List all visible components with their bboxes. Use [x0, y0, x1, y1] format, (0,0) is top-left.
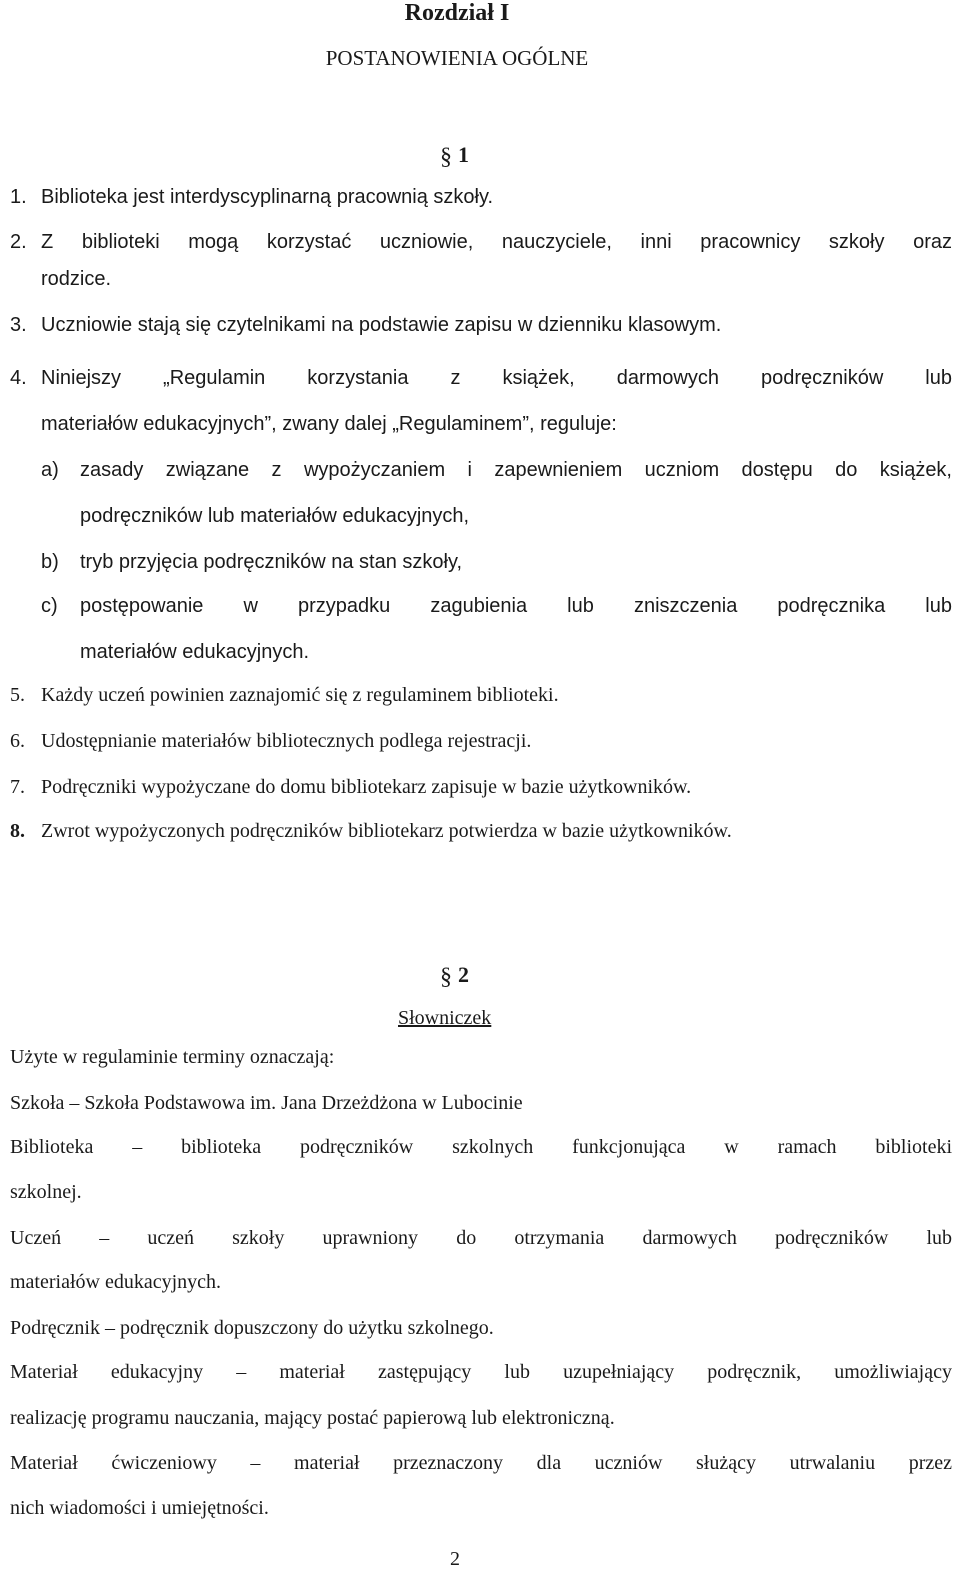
definitions-intro: Użyte w regulaminie terminy oznaczają:: [10, 1046, 335, 1068]
section-number: 1: [458, 142, 469, 167]
subitem-text-line2: materiałów edukacyjnych.: [80, 641, 309, 663]
definition-material-cwiczeniowy-line2: nich wiadomości i umiejętności.: [10, 1497, 269, 1519]
definition-szkola: Szkoła – Szkoła Podstawowa im. Jana Drzeżdżona w Lubocinie: [10, 1092, 523, 1114]
subitem-letter: b): [41, 551, 59, 573]
definition-uczen-line1: Uczeń – uczeń szkoły uprawniony do otrzymania darmowych podręczników lub: [10, 1227, 952, 1249]
subitem-c: [41, 594, 952, 618]
item-text: Podręczniki wypożyczane do domu bibliotekarz zapisuje w bazie użytkowników.: [41, 776, 692, 798]
item-text-line2: rodzice.: [41, 268, 112, 290]
list-item-4: [10, 366, 952, 390]
item-number: 8.: [10, 820, 25, 842]
page-number: 2: [450, 1548, 460, 1570]
section-2-heading: [440, 960, 480, 990]
definition-biblioteka-line1: Biblioteka – biblioteka podręczników szkolnych funkcjonująca w ramach biblioteki: [10, 1136, 952, 1158]
subitem-text-line1: zasady związane z wypożyczaniem i zapewnieniem uczniom dostępu do książek,: [80, 459, 952, 481]
section-title: Słowniczek: [398, 1007, 492, 1029]
list-item-2: [10, 230, 952, 254]
subitem-text-line2: podręczników lub materiałów edukacyjnych,: [80, 505, 470, 527]
subitem-text-line1: postępowanie w przypadku zagubienia lub zniszczenia podręcznika lub: [80, 595, 952, 617]
definition-material-edukacyjny-line1: Materiał edukacyjny – materiał zastępujący lub uzupełniający podręcznik, umożliwiający: [10, 1361, 952, 1383]
section-number: 2: [458, 962, 469, 987]
item-text-line1: Z biblioteki mogą korzystać uczniowie, nauczyciele, inni pracownicy szkoły oraz: [41, 231, 952, 253]
chapter-title: Rozdział I: [404, 0, 510, 26]
item-number: 4.: [10, 367, 27, 389]
section-symbol: §: [440, 964, 452, 990]
item-text-line1: Niniejszy „Regulamin korzystania z książek, darmowych podręczników lub: [41, 367, 952, 389]
item-text: Udostępnianie materiałów bibliotecznych podlega rejestracji.: [41, 730, 532, 752]
definition-podrecznik: Podręcznik – podręcznik dopuszczony do użytku szkolnego.: [10, 1317, 494, 1339]
subitem-a: [41, 458, 952, 482]
item-number: 1.: [10, 186, 27, 208]
item-number: 6.: [10, 730, 25, 752]
item-number: 5.: [10, 684, 25, 706]
item-number: 7.: [10, 776, 25, 798]
subitem-letter: c): [41, 595, 58, 617]
item-text: Każdy uczeń powinien zaznajomić się z regulaminem biblioteki.: [41, 684, 559, 706]
subitem-letter: a): [41, 459, 59, 481]
section-symbol: §: [440, 144, 452, 170]
subitem-text: tryb przyjęcia podręczników na stan szkoły,: [80, 551, 463, 573]
chapter-subtitle: POSTANOWIENIA OGÓLNE: [325, 46, 589, 70]
item-number: 3.: [10, 314, 27, 336]
item-text-line2: materiałów edukacyjnych”, zwany dalej „Regulaminem”, reguluje:: [41, 413, 617, 435]
definition-material-edukacyjny-line2: realizację programu nauczania, mający postać papierową lub elektroniczną.: [10, 1407, 615, 1429]
item-text: Zwrot wypożyczonych podręczników bibliotekarz potwierdza w bazie użytkowników.: [41, 820, 732, 842]
definition-biblioteka-line2: szkolnej.: [10, 1181, 82, 1203]
item-number: 2.: [10, 231, 27, 253]
definition-uczen-line2: materiałów edukacyjnych.: [10, 1271, 222, 1293]
definition-material-cwiczeniowy-line1: Materiał ćwiczeniowy – materiał przeznaczony dla uczniów służący utrwalaniu przez: [10, 1452, 952, 1474]
item-text: Uczniowie stają się czytelnikami na podstawie zapisu w dzienniku klasowym.: [41, 314, 722, 336]
section-1-heading: [440, 140, 480, 170]
item-text: Biblioteka jest interdyscyplinarną pracownią szkoły.: [41, 186, 494, 208]
